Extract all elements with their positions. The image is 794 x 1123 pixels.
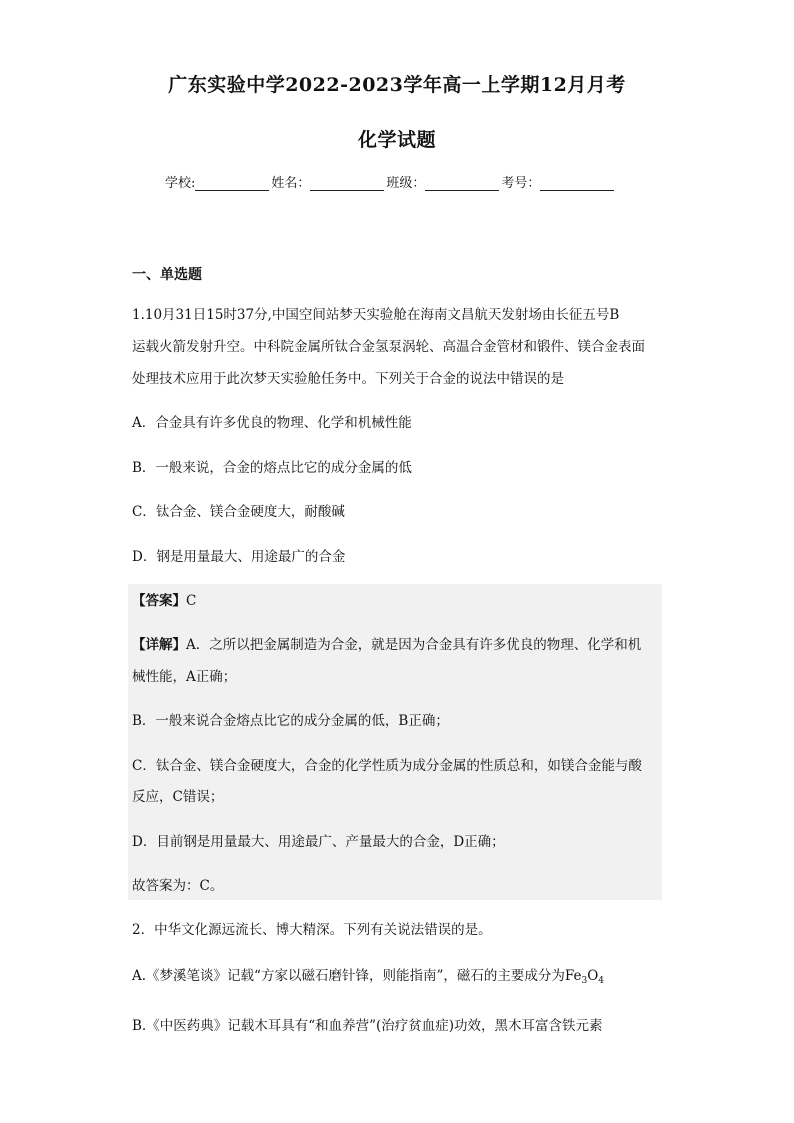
class-blank[interactable] xyxy=(425,176,499,191)
answer-value: C xyxy=(186,593,197,609)
q1-detail-b: B．一般来说合金熔点比它的成分金属的低，B正确； xyxy=(132,713,449,729)
detail-text-1: A．之所以把金属制造为合金，就是因为合金具有许多优良的物理、化学和机 xyxy=(186,637,642,653)
class-label: 班级： xyxy=(386,176,426,191)
q1-conclusion: 故答案为：C。 xyxy=(132,878,224,894)
q1-detail-d: D．目前钢是用量最大、用途最广、产量最大的合金，D正确； xyxy=(132,834,505,850)
q1-answer xyxy=(132,591,196,611)
formula-subscript-4: 4 xyxy=(598,976,605,986)
exam-title: 广东实验中学2022-2023学年高一上学期12月月考 xyxy=(168,74,626,96)
q1-option-d: D．钢是用量最大、用途最广的合金 xyxy=(132,549,346,565)
q1-detail-line-2: 械性能，A正确； xyxy=(132,669,237,685)
q2-option-a-text: A.《梦溪笔谈》记载“方家以磁石磨针锋，则能指南”，磁石的主要成分为Fe xyxy=(132,968,582,984)
name-blank[interactable] xyxy=(310,176,384,191)
q2-option-b: B.《中医药典》记载木耳具有“和血养营”(治疗贫血症)功效，黑木耳富含铁元素 xyxy=(132,1018,603,1034)
student-info-row xyxy=(165,172,616,191)
exam-subject-title: 化学试题 xyxy=(357,129,436,151)
formula-subscript-3: 3 xyxy=(581,976,588,986)
name-label: 姓名： xyxy=(271,176,311,191)
school-blank[interactable] xyxy=(195,176,269,191)
exam-number-label: 考号： xyxy=(501,176,541,191)
q1-option-a: A．合金具有许多优良的物理、化学和机械性能 xyxy=(132,415,412,431)
answer-label: 【答案】 xyxy=(132,593,186,609)
q2-option-a xyxy=(132,966,604,991)
q2-stem: 2．中华文化源远流长、博大精深。下列有关说法错误的是。 xyxy=(132,922,492,938)
q1-stem-line-3: 处理技术应用于此次梦天实验舱任务中。下列关于合金的说法中错误的是 xyxy=(132,371,564,387)
q1-option-c: C．钛合金、镁合金硬度大，耐酸碱 xyxy=(132,504,345,520)
q1-detail-c-line-2: 反应，C错误； xyxy=(132,789,224,805)
exam-number-blank[interactable] xyxy=(540,176,614,191)
q1-stem-line-2: 运载火箭发射升空。中科院金属所钛合金氢泵涡轮、高温合金管材和锻件、镁合金表面 xyxy=(132,339,645,355)
school-label: 学校: xyxy=(165,176,196,191)
q1-detail-c-line-1: C．钛合金、镁合金硬度大，合金的化学性质为成分金属的性质总和，如镁合金能与酸 xyxy=(132,758,642,774)
q1-stem-line-1: 1.10月31日15时37分,中国空间站梦天实验舱在海南文昌航天发射场由长征五号B xyxy=(132,307,620,323)
q1-detail-line-1 xyxy=(132,635,641,655)
formula-oxygen: O xyxy=(587,968,599,984)
detail-label: 【详解】 xyxy=(132,637,186,653)
answer-explanation-box xyxy=(128,584,662,900)
q1-option-b: B．一般来说，合金的熔点比它的成分金属的低 xyxy=(132,460,412,476)
section-heading: 一、单选题 xyxy=(132,267,202,283)
